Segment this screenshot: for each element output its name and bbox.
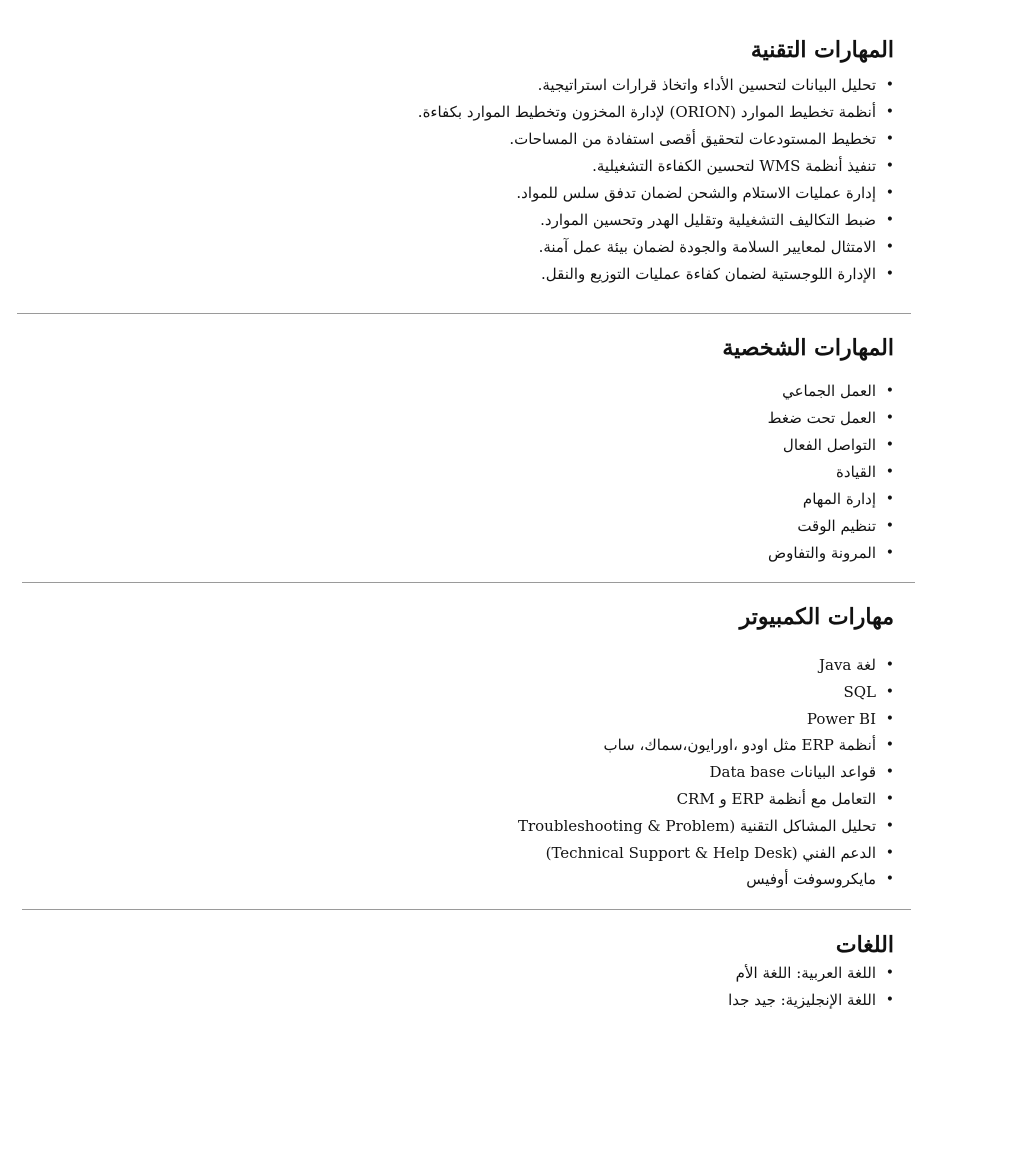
list-item: • إدارة المهام [722,486,894,513]
list-item: • الدعم الفني (Technical Support & Help Desk) [518,840,894,867]
list-item: • اللغة العربية: اللغة الأم [728,960,894,987]
list-item: • العمل الجماعي [722,378,894,405]
list-item: • العمل تحت ضغط [722,405,894,432]
computer-skills-section [518,602,894,893]
list-item: • أنظمة ERP مثل اودو ،اورايون،سماك، ساب [518,732,894,759]
list-item: • إدارة عمليات الاستلام والشحن لضمان تدفق سلس للمواد. [418,180,894,207]
list-item: • الإدارة اللوجستية لضمان كفاءة عمليات التوزيع والنقل. [418,261,894,288]
list-item: • التواصل الفعال [722,432,894,459]
list-item: • التعامل مع أنظمة ERP و CRM [518,786,894,813]
list-item: • تحليل المشاكل التقنية (Troubleshooting & Problem [518,813,894,840]
list-item: • تخطيط المستودعات لتحقيق أقصى استفادة من المساحات. [418,126,894,153]
list-item: • تنظيم الوقت [722,513,894,540]
soft-skills-section [722,333,894,567]
section-divider [22,909,911,910]
list-item: • Power BI [518,706,894,733]
computer-skills-heading: مهارات الكمبيوتر [739,604,894,630]
section-divider [22,582,915,583]
soft-skills-heading: المهارات الشخصية [722,335,894,361]
section-divider [17,313,911,314]
list-item: • أنظمة تخطيط الموارد (ORION) لإدارة المخزون وتخطيط الموارد بكفاءة. [418,99,894,126]
technical-skills-list [418,72,894,288]
languages-section [728,930,894,1014]
list-item: • المرونة والتفاوض [722,540,894,567]
computer-skills-list [518,652,894,893]
languages-list [728,960,894,1014]
list-item: • تنفيذ أنظمة WMS لتحسين الكفاءة التشغيلية. [418,153,894,180]
list-item: • SQL [518,679,894,706]
technical-skills-heading: المهارات التقنية [750,37,894,63]
technical-skills-section [418,35,894,288]
soft-skills-list [722,378,894,567]
list-item: • لغة Java [518,652,894,679]
list-item: • ضبط التكاليف التشغيلية وتقليل الهدر وتحسين الموارد. [418,207,894,234]
list-item: • تحليل البيانات لتحسين الأداء واتخاذ قرارات استراتيجية. [418,72,894,99]
list-item: • الامتثال لمعايير السلامة والجودة لضمان بيئة عمل آمنة. [418,234,894,261]
list-item: • اللغة الإنجليزية: جيد جدا [728,987,894,1014]
list-item: • قواعد البيانات Data base [518,759,894,786]
languages-heading: اللغات [835,932,894,958]
list-item: • القيادة [722,459,894,486]
list-item: • مايكروسوفت أوفيس [518,866,894,893]
